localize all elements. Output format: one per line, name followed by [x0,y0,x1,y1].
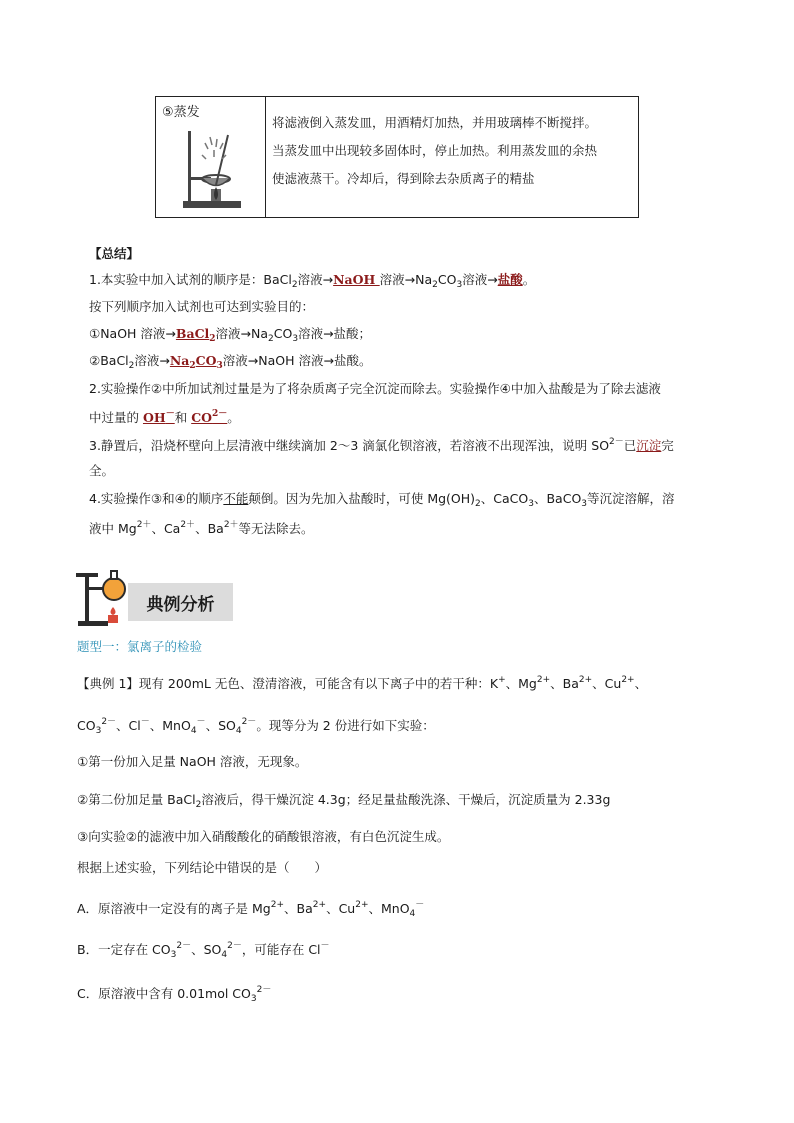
example-line-3: ①第一份加入足量 NaOH 溶液，无现象。 [77,754,308,769]
option-c: C．原溶液中含有 0.01mol $CO_3^{2-}$ [77,985,272,1004]
desc-line: 当蒸发皿中出现较多固体时，停止加热。利用蒸发皿的余热 [272,143,598,158]
summary-line-10: 液中 $Mg^{2+}$、$Ca^{2+}$、$Ba^{2+}$等无法除去。 [89,520,314,536]
summary-heading: 【总结】 [89,246,140,261]
step-label: ⑤蒸发 [162,105,200,120]
summary-line-2: 按下列顺序加入试剂也可达到实验目的： [89,299,315,314]
step-image-cell [156,97,266,217]
summary-line-9: 4.实验操作③和④的顺序不能颠倒。因为先加入盐酸时，可使 $Mg(OH)_2$、CaCO$_3$、BaCO$_3$等沉淀溶解，溶 [89,491,675,509]
example-line-1: 【典例 1】现有 200mL 无色、澄清溶液，可能含有以下离子中的若干种：K+、$Mg^{2+}$、$Ba^{2+}$、$Cu^{2+}$、 [77,675,648,691]
desc-line: 将滤液倒入蒸发皿，用酒精灯加热，并用玻璃棒不断搅拌。 [272,115,598,130]
answer-blank: $Na_2CO_3$ [169,353,223,371]
lab-apparatus-icon [76,567,132,627]
summary-line-6: 中过量的 OH－和 $CO^{2-}$。 [89,409,240,425]
option-a: A．原溶液中一定没有的离子是 $Mg^{2+}$、$Ba^{2+}$、$Cu^{2+}$、MnO$_4$－ [77,900,425,919]
answer-blank: 盐酸 [497,272,523,287]
answer-blank: NaOH [333,272,380,287]
answer-blank: BaCl$_2$ [175,326,216,344]
question-type-title: 题型一：氯离子的检验 [77,639,203,654]
desc-line: 使滤液蒸干。冷却后，得到除去杂质离子的精盐 [272,171,535,186]
step-description [272,109,634,193]
answer-blank: 沉淀 [636,438,662,453]
example-question: 根据上述实验，下列结论中错误的是（ ） [77,860,328,875]
answer-blank: 不能 [223,491,249,506]
section-banner: 典例分析 [128,583,233,621]
example-line-2: $CO_3^{2-}$、Cl－、MnO$_4$－、$SO_4^{2-}$。现等分为 2 份进行如下实验： [77,717,435,736]
step-table [155,96,639,218]
summary-line-4: ②BaCl$_2$溶液$\to Na_2CO_3$溶液→NaOH 溶液→盐酸。 [89,353,372,371]
evaporation-apparatus-icon [156,97,266,217]
summary-line-3: ①NaOH 溶液→BaCl$_2$溶液$\to Na_2CO_3$溶液→盐酸； [89,326,372,344]
summary-line-7: 3.静置后，沿烧杯壁向上层清液中继续滴加 2～3 滴氯化钡溶液，若溶液不出现浑浊，说明 $SO^{2-}$已沉淀完 [89,437,674,453]
option-b: B．一定存在 $CO_3^{2-}$、$SO_4^{2-}$，可能存在 Cl－ [77,941,330,960]
answer-blank: OH－ [142,409,175,425]
example-line-5: ③向实验②的滤液中加入硝酸酸化的硝酸银溶液，有白色沉淀生成。 [77,829,450,844]
summary-line-1: 1.本实验中加入试剂的顺序是：BaCl$_2$溶液→NaOH 溶液$\to Na_2CO_3$溶液→盐酸。 [89,272,536,290]
summary-line-8: 全。 [89,463,115,478]
answer-blank: $CO^{2-}$ [191,409,228,425]
example-line-4: ②第二份加足量 BaCl$_2$溶液后，得干燥沉淀 4.3g；经足量盐酸洗涤、干燥后，沉淀质量为 2.33g [77,792,611,810]
summary-line-5: 2.实验操作②中所加试剂过量是为了将杂质离子完全沉淀而除去。实验操作④中加入盐酸是为了除去滤液 [89,381,661,396]
